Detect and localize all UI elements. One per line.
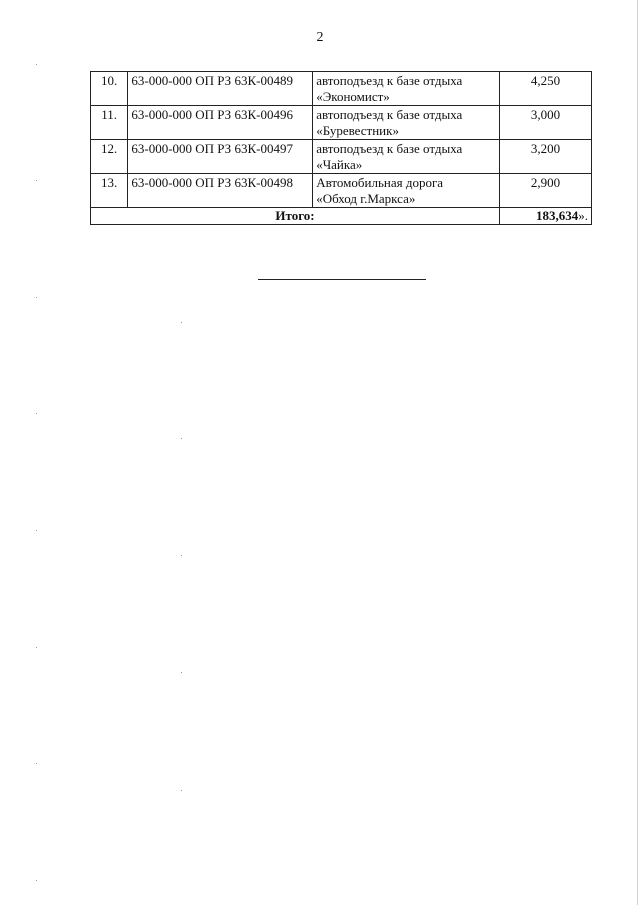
road-name-line: автоподъезд к базе отдыха [316, 73, 463, 88]
total-row [91, 208, 592, 225]
total-label: Итого: [91, 208, 500, 225]
row-number: 12. [91, 140, 128, 174]
road-name-line: «Экономист» [316, 89, 390, 104]
scan-speck [36, 647, 37, 648]
road-name [313, 174, 500, 208]
road-length: 4,250 [500, 72, 592, 106]
table-row [91, 106, 592, 140]
road-name-line: автоподъезд к базе отдыха [316, 141, 463, 156]
page-number: 2 [316, 30, 324, 45]
row-number: 11. [91, 106, 128, 140]
road-length: 3,000 [500, 106, 592, 140]
road-code: 63-000-000 ОП РЗ 63К-00497 [128, 140, 313, 174]
scan-speck [181, 555, 182, 556]
scan-speck [36, 413, 37, 414]
row-number: 10. [91, 72, 128, 106]
table-row [91, 72, 592, 106]
road-code: 63-000-000 ОП РЗ 63К-00489 [128, 72, 313, 106]
road-name-line: автоподъезд к базе отдыха [316, 107, 463, 122]
row-number: 13. [91, 174, 128, 208]
scan-speck [36, 297, 37, 298]
total-value: 183,634 [536, 208, 579, 223]
scan-speck [36, 180, 37, 181]
road-name [313, 140, 500, 174]
road-name-line: «Обход г.Маркса» [316, 191, 416, 206]
table-row [91, 140, 592, 174]
roads-table [90, 71, 592, 225]
scan-speck [181, 790, 182, 791]
scan-speck [181, 672, 182, 673]
scan-speck [36, 880, 37, 881]
road-name [313, 106, 500, 140]
scan-speck [36, 530, 37, 531]
total-suffix: ». [578, 208, 588, 223]
closing-rule [258, 279, 426, 280]
scan-speck [36, 763, 37, 764]
road-length: 3,200 [500, 140, 592, 174]
scan-speck [181, 322, 182, 323]
road-code: 63-000-000 ОП РЗ 63К-00496 [128, 106, 313, 140]
road-name-line: Автомобильная дорога [316, 175, 444, 190]
road-code: 63-000-000 ОП РЗ 63К-00498 [128, 174, 313, 208]
table-row [91, 174, 592, 208]
road-name-line: «Чайка» [316, 157, 363, 172]
total-value-cell [500, 208, 592, 225]
road-name-line: «Буревестник» [316, 123, 399, 138]
scan-edge-shadow [637, 0, 638, 905]
road-length: 2,900 [500, 174, 592, 208]
scan-speck [36, 64, 37, 65]
road-name [313, 72, 500, 106]
scan-speck [181, 438, 182, 439]
